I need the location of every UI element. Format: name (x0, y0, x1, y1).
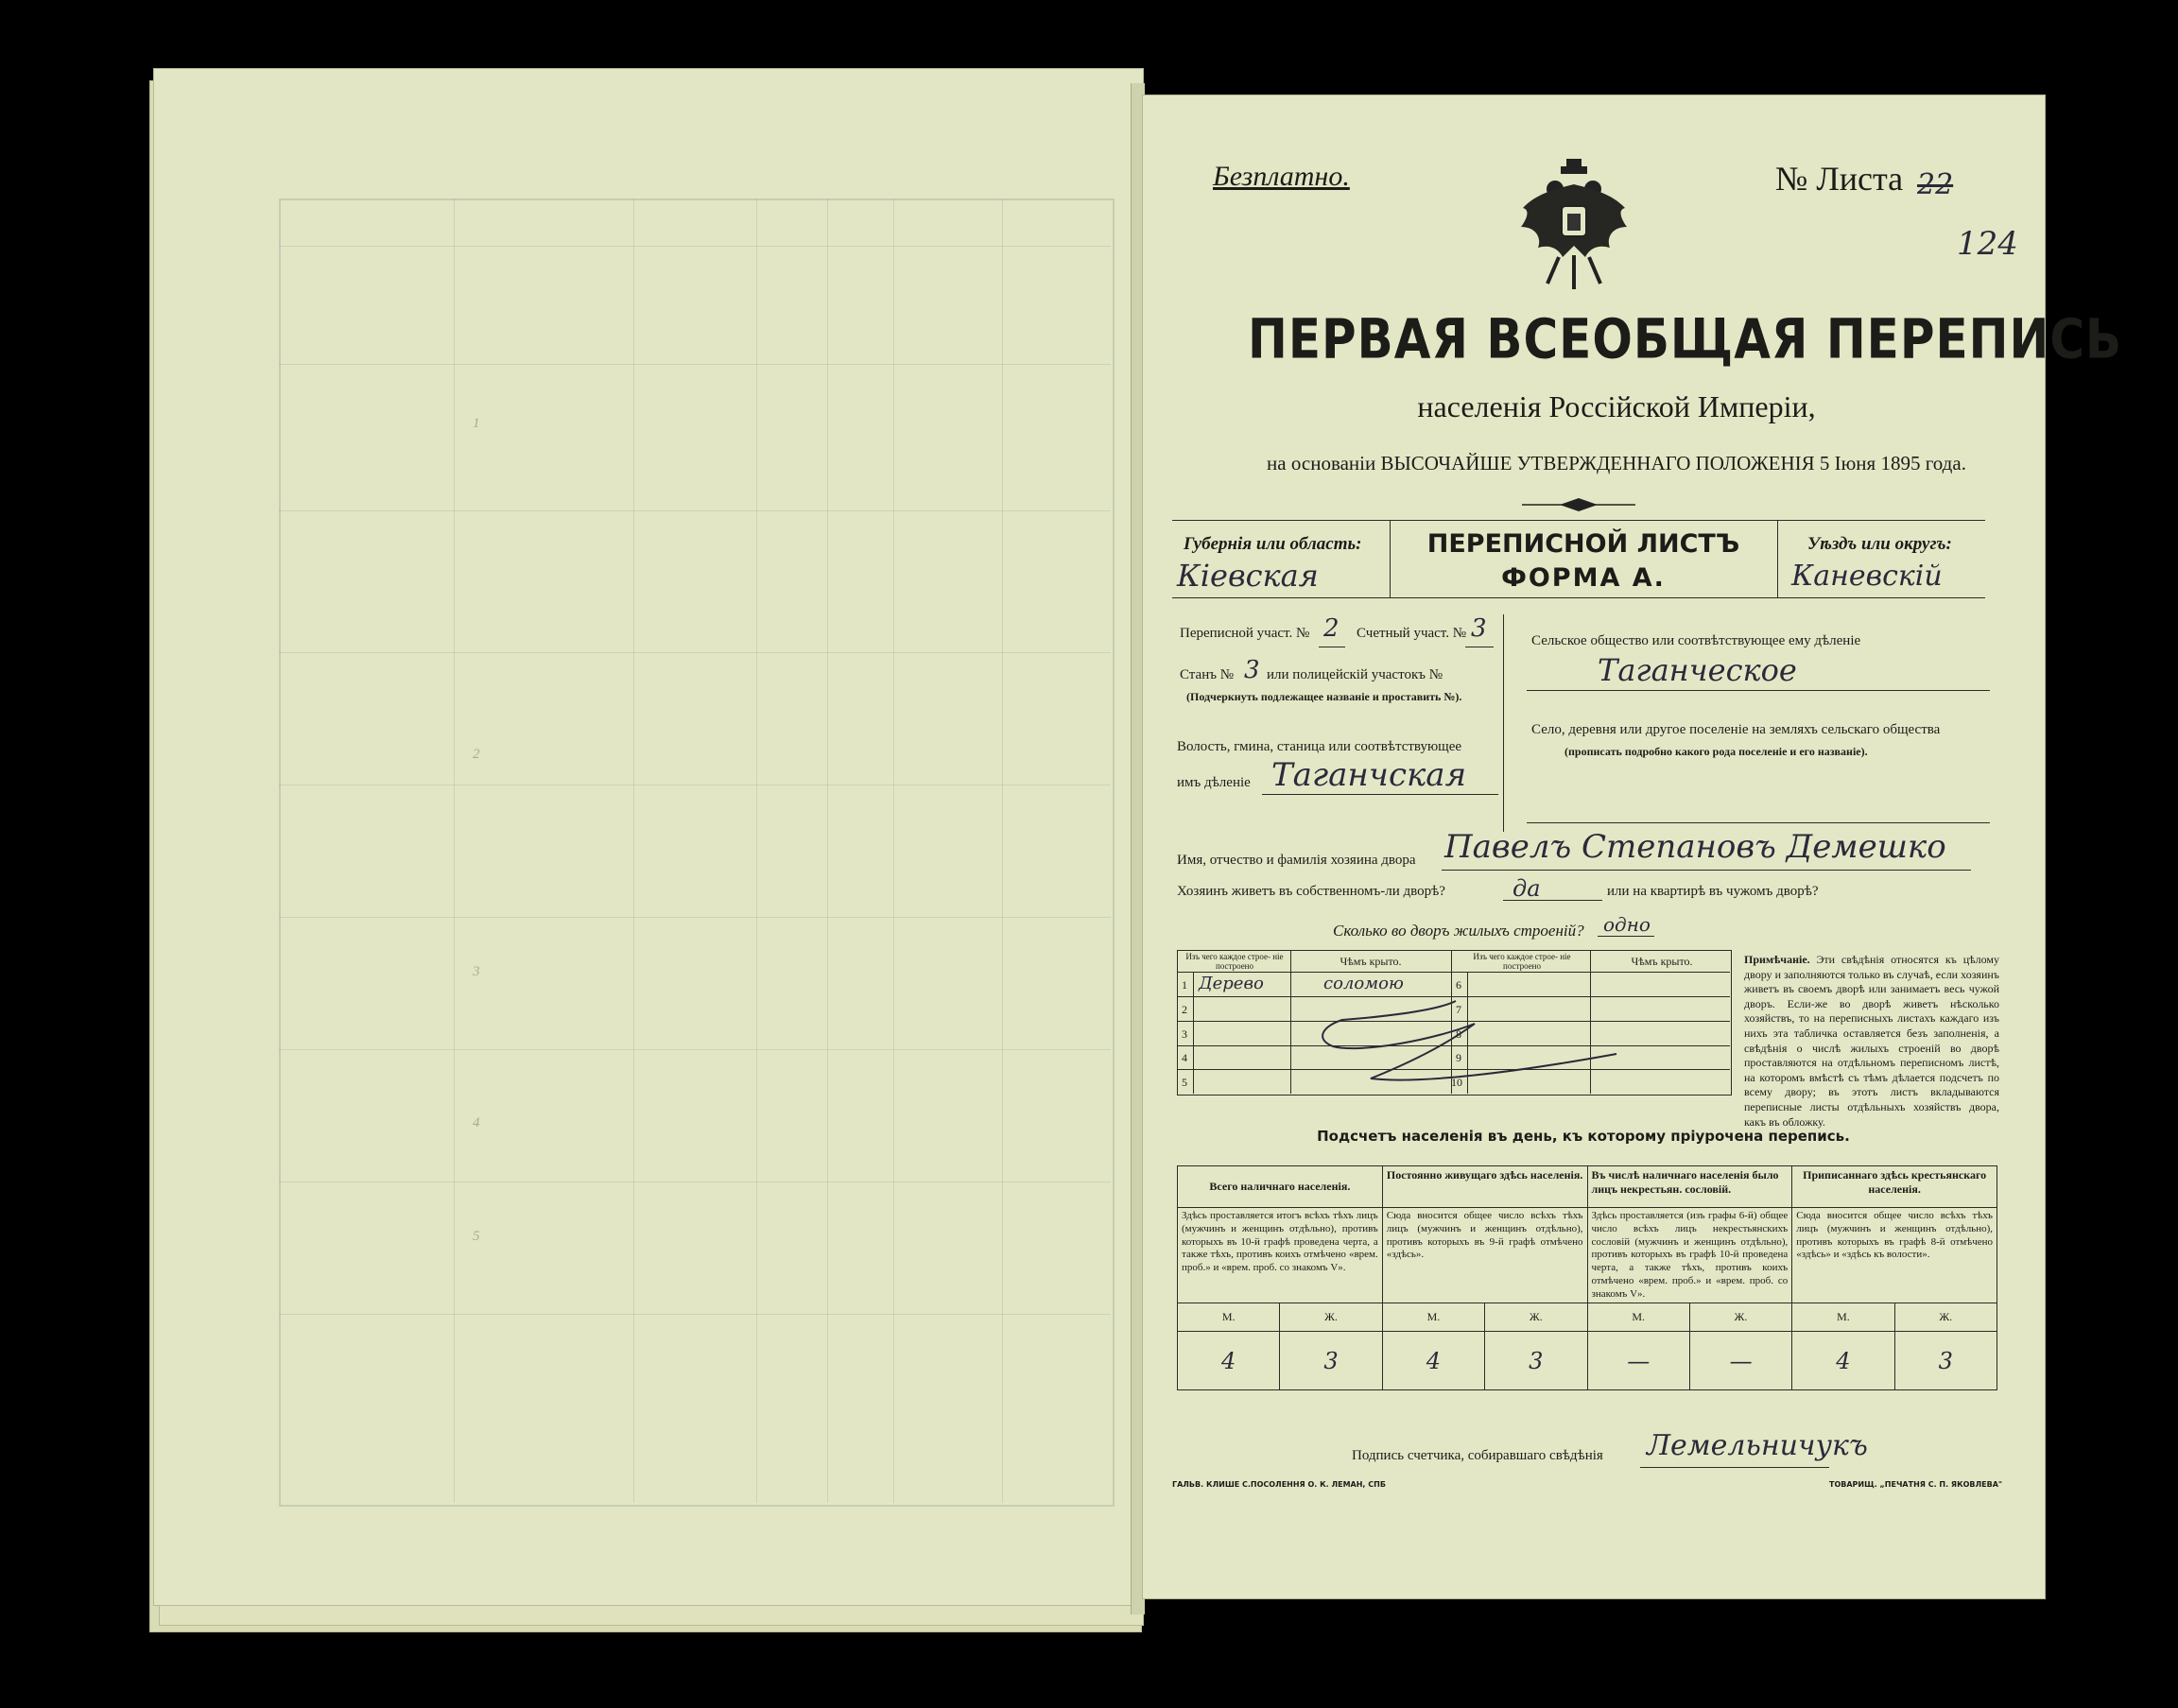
rule (1172, 520, 1985, 521)
rule (1442, 870, 1971, 871)
count-f-label: Ж. (1485, 1303, 1587, 1332)
schetny-label: Счетный участ. № (1357, 626, 1467, 641)
ghost-col (1002, 198, 1003, 1503)
ghost-col (633, 198, 634, 1503)
bt-row-number: 6 (1456, 978, 1461, 992)
buildings-label: Сколько во дворъ жилыхъ строеній? (1333, 922, 1584, 940)
gubernia-label: Губернія или область: (1184, 534, 1362, 554)
ghost-mark: 4 (473, 1115, 480, 1130)
bt-col4-header: Чѣмъ крыто. (1631, 955, 1693, 968)
count-m-label: М. (1382, 1303, 1484, 1332)
bt-col1-header: Изъ чего каждое строе- ніе построено (1185, 952, 1284, 971)
rule (1177, 972, 1730, 973)
rule (1527, 690, 1990, 691)
free-label: Безплатно. (1213, 161, 1350, 192)
signature-label: Подпись счетчика, собиравшаго свѣдѣнія (1352, 1448, 1603, 1463)
volost-label: Волость, гмина, станица или соотвѣтствующее (1177, 739, 1462, 754)
ghost-col (756, 198, 757, 1503)
volost-value: Таганчская (1271, 756, 1467, 794)
count-value: 3 (1894, 1332, 1996, 1390)
bt-row-number: 4 (1182, 1051, 1187, 1064)
stan-rest: или полицейскій участокъ № (1267, 667, 1443, 682)
sheet-number-struck: 22 (1917, 168, 1954, 201)
bt-row-number: 3 (1182, 1027, 1187, 1041)
ghost-mark: 1 (473, 416, 480, 431)
buildings-value: одно (1603, 913, 1651, 936)
count-f-label: Ж. (1280, 1303, 1382, 1332)
bt-row-number: 1 (1182, 978, 1187, 992)
bt-row-number: 2 (1182, 1003, 1187, 1016)
count-value: 3 (1485, 1332, 1587, 1390)
lives-label: Хозяинъ живетъ въ собственномъ-ли дворѣ? (1177, 884, 1445, 899)
ornament-divider (1522, 495, 1635, 514)
selskoe-label: Сельское общество или соотвѣтствующее ему дѣленіе (1531, 633, 1861, 648)
count-value: — (1587, 1332, 1689, 1390)
rule (1172, 597, 1985, 598)
count-value: 4 (1178, 1332, 1280, 1390)
ghost-rule (279, 652, 1111, 653)
bt-r1-roof: соломою (1323, 974, 1404, 993)
count-value: — (1689, 1332, 1791, 1390)
rule (1193, 972, 1194, 1094)
count-header: Въ числѣ наличнаго населенія было лицъ некрестьян. сословій. (1587, 1166, 1792, 1208)
schetny-value: 3 (1471, 614, 1487, 643)
volost-label-2: имъ дѣленіе (1177, 775, 1251, 790)
ghost-rule (279, 917, 1111, 918)
ghost-mark: 3 (473, 964, 480, 979)
gubernia-value: Кіевская (1177, 558, 1319, 594)
note-label: Примѣчаніе. (1744, 953, 1810, 966)
left-page-bleedthrough-grid (279, 198, 1115, 1507)
rule (1390, 520, 1391, 597)
bt-row-number: 5 (1182, 1076, 1187, 1089)
count-header: Приписаннаго здѣсь крестьянскаго населенія. (1792, 1166, 1997, 1208)
count-m-label: М. (1792, 1303, 1894, 1332)
note-text: Эти свѣдѣнія относятся къ цѣлому двору и заполняются только въ случаѣ, если хозяинъ живетъ въ своемъ дворѣ или занимаетъ весь чужой дворъ. Если-же во дворѣ живетъ нѣсколько хозяйствъ, то на переписныхъ листахъ каждаго изъ нихъ эта табличка оставляется безъ заполненія, а свѣдѣнія о числѣ жилыхъ строеній во дворѣ проставляются на отдѣльномъ переписномъ листѣ, на которомъ вмѣстѣ съ тѣмъ дѣлается подсчетъ по всему двору; въ этотъ листъ вкладываются переписные листы отдѣльныхъ хозяйствъ двора, какъ въ обложку. (1744, 953, 1999, 1129)
form-title: ПЕРЕПИСНОЙ ЛИСТЪ (1426, 529, 1740, 559)
bt-row-number: 10 (1451, 1076, 1462, 1089)
ghost-mark: 2 (473, 747, 480, 762)
perepisnoi-label: Переписной участ. № (1180, 626, 1310, 641)
stan-value: 3 (1244, 656, 1260, 684)
count-value: 3 (1280, 1332, 1382, 1390)
perepisnoi-value: 2 (1323, 614, 1340, 643)
rule (1598, 936, 1654, 937)
ghost-rule (279, 1049, 1111, 1050)
count-m-label: М. (1178, 1303, 1280, 1332)
uezd-value: Каневскій (1791, 560, 1943, 593)
count-value: 4 (1792, 1332, 1894, 1390)
page-title: ПЕРВАЯ ВСЕОБЩАЯ ПЕРЕПИСЬ (1248, 307, 2123, 371)
signature-value: Лемельничукъ (1647, 1429, 1868, 1462)
count-title: Подсчетъ населенія въ день, къ которому пріурочена перепись. (1317, 1128, 1850, 1145)
rule (1503, 614, 1504, 832)
bt-row-number: 7 (1456, 1003, 1461, 1016)
rule (1777, 520, 1778, 597)
cross-out-scribble (1305, 997, 1645, 1092)
footer-imprint-left: ГАЛЬВ. КЛИШЕ С.ПОСОЛЕННЯ О. К. ЛЕМАН, СПБ (1172, 1480, 1386, 1489)
form-type: ФОРМА А. (1501, 563, 1666, 593)
lives-rest: или на квартирѣ въ чужомъ дворѣ? (1607, 884, 1819, 899)
uezd-label: Уѣздъ или округъ: (1807, 534, 1952, 554)
selo-note: (прописать подробно какого рода поселеніе и его названіе). (1564, 745, 1868, 758)
count-f-label: Ж. (1894, 1303, 1996, 1332)
ghost-mark: 5 (473, 1229, 480, 1244)
count-description: Здѣсь проставляется (изъ графы 6-й) общее число всѣхъ лицъ некрестьянскихъ сословій (мужчинъ и женщинъ отдѣльно), противъ которыхъ въ графѣ 10-й проведена черта, а также тѣхъ, противъ коихъ отмѣчено «врем. проб.» и «врем. проб. со знакомъ V». (1587, 1208, 1792, 1303)
imperial-eagle-emblem (1517, 151, 1631, 293)
stan-label: Станъ № (1180, 667, 1235, 682)
count-table (1177, 1165, 1997, 1390)
bt-row-number: 9 (1456, 1051, 1461, 1064)
bt-row-number: 8 (1456, 1027, 1461, 1041)
page-subtitle: населенія Россійской Имперіи, (1417, 389, 1816, 423)
count-header: Постоянно живущаго здѣсь населенія. (1382, 1166, 1587, 1208)
rule (1503, 900, 1602, 901)
ghost-rule (279, 510, 1111, 511)
rule (1262, 794, 1498, 795)
ghost-col (827, 198, 828, 1503)
sheet-number-handwritten: 124 (1957, 225, 2018, 263)
ghost-rule (279, 1314, 1111, 1315)
count-description: Здѣсь проставляется итогъ всѣхъ тѣхъ лицъ (мужчинъ и женщинъ отдѣльно), противъ которыхъ въ 10-й графѣ проведена черта, а также тѣхъ, противъ коихъ отмѣчено «врем. проб.» и «врем. проб. со знакомъ V». (1178, 1208, 1383, 1303)
footer-imprint-right: ТОВАРИЩ. „ПЕЧАТНЯ С. П. ЯКОВЛЕВА" (1829, 1480, 2003, 1489)
note (1744, 953, 1999, 1130)
sheet-label: № Листа (1775, 160, 1904, 198)
selo-label: Село, деревня или другое поселеніе на земляхъ сельскаго общества (1531, 722, 1941, 737)
ghost-col (454, 198, 455, 1503)
rule (1527, 822, 1990, 823)
ghost-rule (279, 246, 1111, 247)
ghost-col (893, 198, 894, 1503)
bt-r1-material: Дерево (1199, 974, 1264, 993)
count-value: 4 (1382, 1332, 1484, 1390)
count-f-label: Ж. (1689, 1303, 1791, 1332)
bt-col3-header: Изъ чего каждое строе- ніе построено (1473, 952, 1571, 971)
owner-value: Павелъ Степановъ Демешко (1444, 828, 1946, 866)
lives-value: да (1512, 875, 1541, 902)
basis-line: на основаніи ВЫСОЧАЙШЕ УТВЕРЖДЕННАГО ПОЛОЖЕНІЯ 5 Іюня 1895 года. (1267, 452, 1966, 474)
count-description: Сюда вносится общее число всѣхъ тѣхъ лицъ (мужчинъ и женщинъ отдѣльно), противъ которыхъ въ 9-й графѣ отмѣчено «здѣсь». (1382, 1208, 1587, 1303)
count-header: Всего наличнаго населенія. (1178, 1166, 1383, 1208)
rule (1640, 1467, 1829, 1468)
stan-note: (Подчеркнуть подлежащее названіе и проставить №). (1186, 690, 1462, 703)
count-description: Сюда вносится общее число всѣхъ тѣхъ лицъ (мужчинъ и женщинъ отдѣльно), противъ которыхъ въ графѣ 8-й отмѣчено «здѣсь» и «здѣсь къ волости». (1792, 1208, 1997, 1303)
ghost-rule (279, 364, 1111, 365)
count-m-label: М. (1587, 1303, 1689, 1332)
owner-label: Имя, отчество и фамилія хозяина двора (1177, 853, 1416, 868)
bt-col2-header: Чѣмъ крыто. (1340, 955, 1402, 968)
selskoe-value: Таганческое (1598, 652, 1797, 688)
